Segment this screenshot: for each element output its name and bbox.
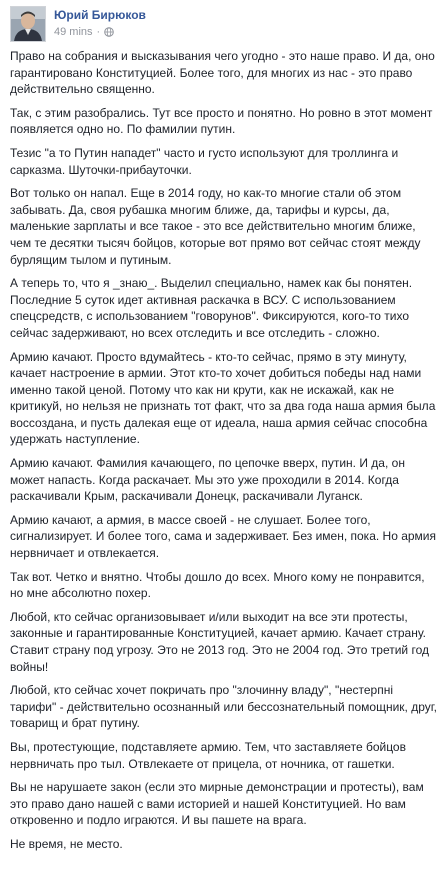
post-paragraph: А теперь то, что я _знаю_. Выделил специально, намек как бы понятен. Последние 5 суток идет активная раскачка в ВСУ. С использованием спецсредств, с использованием "говорунов". Фиксируются, кого-то тихо сейчас задерживают, но всех отследить и все отследить - сложно. — [10, 276, 413, 340]
post-paragraph: Вы, протестующие, подставляете армию. Тем, что заставляете бойцов нервничать про тыл. Отвлекаете от прицела, от ночника, от гашетки. — [10, 739, 406, 771]
post-timestamp[interactable]: 49 mins — [54, 26, 93, 38]
post-paragraph: Любой, кто сейчас организовывает и/или выходит на все эти протесты, законные и гарантированные Конституцией, качает армию. Качает страну. Ставит страну под угрозу. Это не 2013 год. Это не 2004 год. Это третий год войны! — [10, 609, 429, 674]
avatar[interactable] — [10, 6, 46, 42]
post-paragraph: Так, с этим разобрались. Тут все просто и понятно. Но ровно в этот момент появляется одно но. По фамилии путин. — [10, 105, 433, 137]
post-paragraph: Право на собрания и высказывания чего угодно - это наше право. И да, оно гарантировано Конституцией. Более того, для многих из нас - это право действительно священно. — [10, 49, 435, 97]
post-meta — [54, 6, 146, 39]
separator-dot: · — [96, 26, 101, 38]
post-paragraph: Армию качают. Фамилия качающего, по цепочке вверх, путин. И да, он может напасть. Когда раскачает. Мы это уже проходили в 2014. Когда раскачивали Крым, раскачивали Донецк, раскачивали Луганск. — [10, 456, 405, 504]
post-header — [10, 6, 437, 48]
post-paragraph: Тезис "а то Путин нападет" часто и густо используют для троллинга и сарказма. Шуточки-прибауточки. — [10, 145, 399, 177]
avatar-photo-icon — [11, 7, 45, 41]
post-paragraph: Вот только он напал. Еще в 2014 году, но как-то многие стали об этом забывать. Да, своя рубашка многим ближе, да, тарифы и курсы, да, маленькие зарплаты и все такое - это все действительно многим ближе, чем те десятки тысяч бойцов, которые вот прямо вот сейчас стоят между бурлящим тылом и путиным. — [10, 186, 421, 267]
globe-icon[interactable] — [104, 27, 114, 37]
post-body — [10, 48, 437, 853]
author-name-link[interactable]: Юрий Бирюков — [54, 8, 146, 22]
post-paragraph: Вы не нарушаете закон (если это мирные демонстрации и протесты), вам это право дано нашей с вами историей и нашей Конституцией. Но вам откровенно и подло играются. И вы пашете на врага. — [10, 780, 424, 828]
post-paragraph: Так вот. Четко и внятно. Чтобы дошло до всех. Много кому не понравится, но мне абсолютно похер. — [10, 569, 425, 601]
post-paragraph: Армию качают. Просто вдумайтесь - кто-то сейчас, прямо в эту минуту, качает настроение в армии. Этот кто-то хочет добиться победы над нами именно такой ценой. Потому что как ни крути, как не искажай, как не критикуй, но нельзя не признать тот факт, что за два года наша армия была воссоздана, и пусть далекая еще от идеала, наша армия сейчас способна удержать наступление. — [10, 349, 436, 447]
timestamp-row — [54, 25, 146, 39]
post-paragraph: Армию качают, а армия, в массе своей - не слушает. Более того, сигнализирует. И более того, сама и задерживает. Без имен, пока. Но армия нервничает и отвлекается. — [10, 512, 437, 561]
post-paragraph: Любой, кто сейчас хочет покричать про "злочинну владу", "нестерпні тарифи" - действительно осознанный или бессознательный помощник, друг, товарищ и брат путину. — [10, 683, 438, 731]
post-paragraph: Не время, не место. — [10, 836, 123, 851]
